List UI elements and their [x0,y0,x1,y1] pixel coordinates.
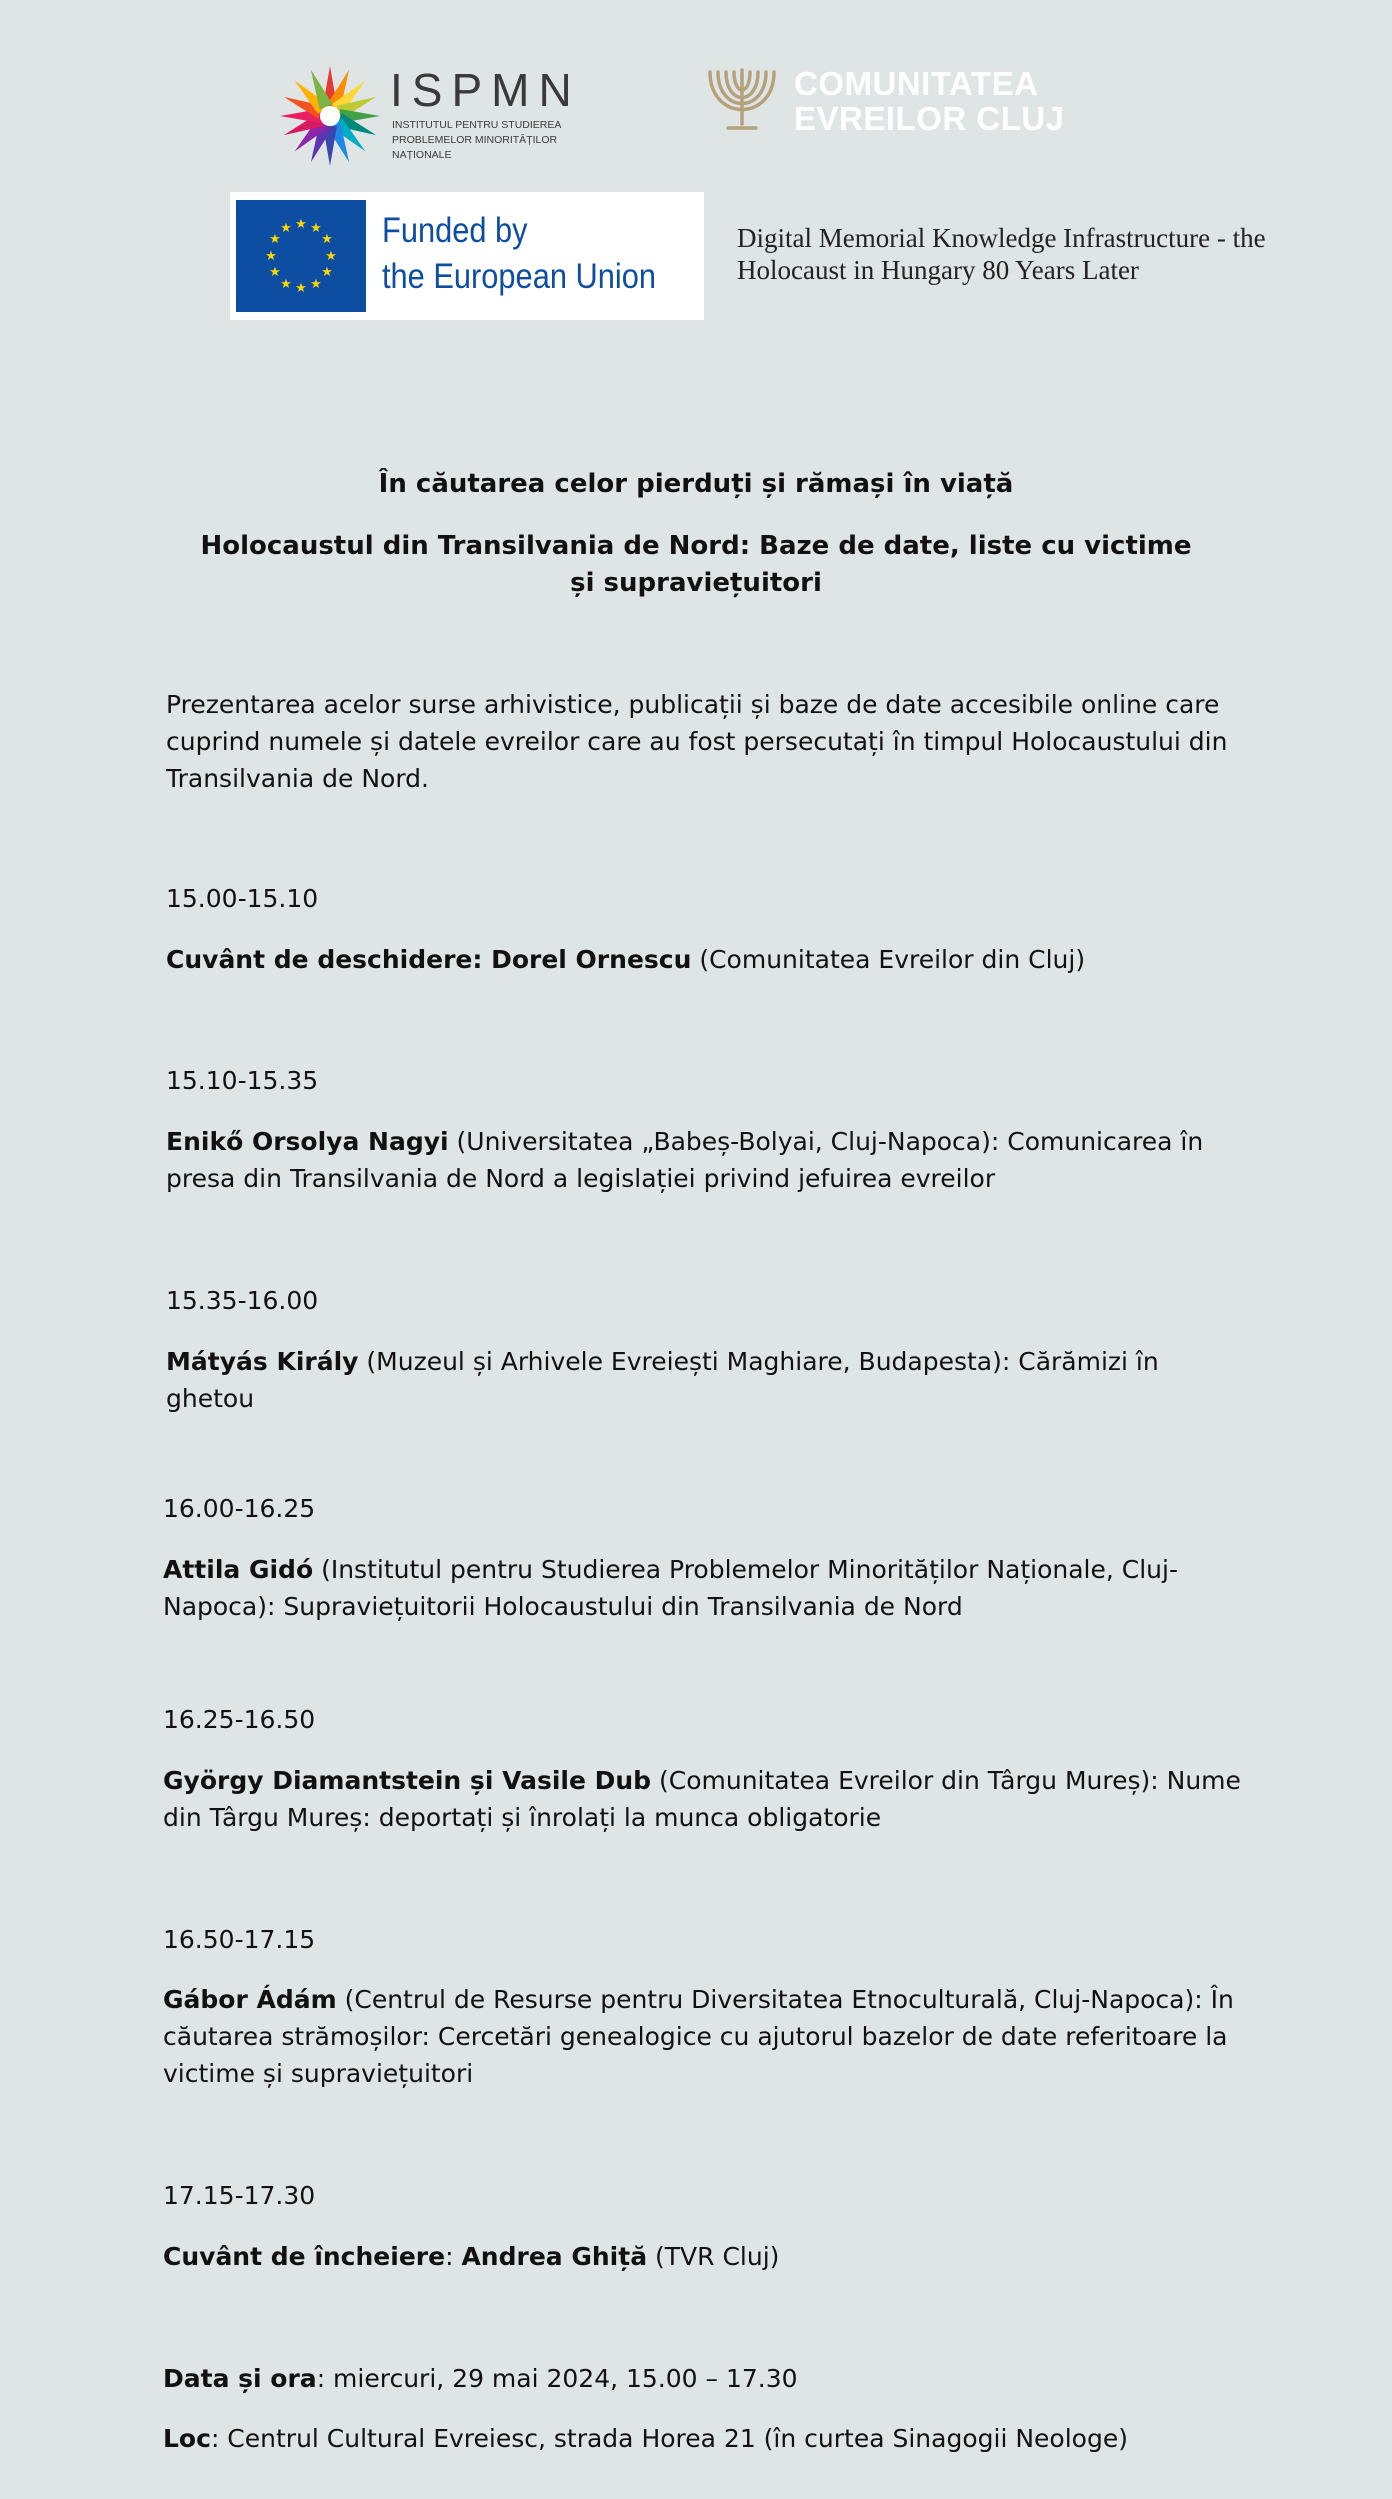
session-details: (Muzeul și Arhivele Evreiești Maghiare, Budapesta): Cărămizi în ghetou [166,1347,1159,1413]
svg-text:★: ★ [280,221,292,236]
cec-line1: COMUNITATEA [794,65,1039,102]
svg-text:★: ★ [310,277,322,292]
svg-text:★: ★ [321,265,333,280]
session-speaker: Gábor Ádám [163,1985,337,2014]
session-time: 16.25-16.50 [163,1705,316,1734]
eu-funded-text [382,208,656,300]
session-separator: : [445,2242,462,2271]
eu-flag-icon [236,200,366,312]
svg-text:★: ★ [325,249,337,264]
session-speaker: Mátyás Király [166,1347,359,1376]
date-label: Data și ora [163,2364,317,2393]
svg-text:★: ★ [310,221,322,236]
project-line2: Holocaust in Hungary 80 Years Later [737,255,1139,285]
session-text [166,1123,1246,1197]
session-time: 16.50-17.15 [163,1925,316,1954]
intro-paragraph: Prezentarea acelor surse arhivistice, publicații și baze de date accesibile online care cuprind numele și datele evreilor care au fost persecutați în timpul Holocaustului din Transilvania de Nord. [166,690,1228,793]
ispmn-logo [278,62,581,172]
session-speaker: Enikő Orsolya Nagyi [166,1127,449,1156]
session-time: 15.35-16.00 [166,1286,319,1315]
session-details: (Comunitatea Evreilor din Târgu Mureș): Nume din Târgu Mureș: deportați și înrolați la munca obligatorie [163,1766,1241,1832]
session-details: (Institutul pentru Studierea Problemelor Minorităților Naționale, Cluj-Napoca): Supraviețuitorii Holocaustului din Transilvania de Nord [163,1555,1178,1621]
cec-line2: EVREILOR CLUJ [794,100,1065,137]
session-text [163,1762,1243,1836]
session-text [163,1981,1243,2092]
eu-line2: the European Union [382,257,656,296]
cec-logo [706,62,1086,142]
session-text [163,2238,1243,2275]
location-value: : Centrul Cultural Evreiesc, strada Horea 21 (în curtea Sinagogii Neologe) [210,2424,1128,2453]
svg-text:★: ★ [269,232,281,247]
session-details: (Centrul de Resurse pentru Diversitatea Etnoculturală, Cluj-Napoca): În căutarea strămoșilor: Cercetări genealogice cu ajutorul bazelor de date referitoare la victime și supraviețuitori [163,1985,1234,2088]
menorah-icon [706,66,778,136]
session-details: (TVR Cluj) [647,2242,780,2271]
session-speaker: Cuvânt de deschidere: Dorel Ornescu [166,945,692,974]
event-title: În căutarea celor pierduți și rămași în viață [378,469,1014,499]
date-value: : miercuri, 29 mai 2024, 15.00 – 17.30 [316,2364,798,2393]
svg-text:★: ★ [295,217,307,232]
event-location [163,2420,1243,2457]
project-title [737,222,1337,286]
session-speaker: Andrea Ghiță [461,2242,648,2271]
session-text [163,1551,1243,1625]
svg-text:★: ★ [321,232,333,247]
session-time: 17.15-17.30 [163,2181,316,2210]
session-text [166,1343,1246,1417]
eu-line1: Funded by [382,211,528,250]
svg-text:★: ★ [269,265,281,280]
cec-name [794,66,1065,136]
svg-text:★: ★ [295,281,307,296]
session-label: Cuvânt de încheiere [163,2242,446,2271]
session-details: (Universitatea „Babeș-Bolyai, Cluj-Napoca): Comunicarea în presa din Transilvania de Nord a legislației privind jefuirea evreilor [166,1127,1204,1193]
session-text [166,941,1246,978]
ispmn-subtitle: INSTITUTUL PENTRU STUDIEREA PROBLEMELOR MINORITĂȚILOR NAȚIONALE [392,119,561,161]
session-speaker: Attila Gidó [163,1555,314,1584]
session-speaker: György Diamantstein și Vasile Dub [163,1766,652,1795]
session-time: 15.00-15.10 [166,884,319,913]
eu-funded-logo [230,192,704,320]
session-time: 16.00-16.25 [163,1494,316,1523]
ispmn-star-icon [278,64,382,168]
svg-text:★: ★ [265,249,277,264]
ispmn-name: ISPMN [390,64,581,116]
project-line1: Digital Memorial Knowledge Infrastructure - the [737,223,1266,253]
event-subtitle: Holocaustul din Transilvania de Nord: Baze de date, liste cu victime și supraviețuitori [200,531,1192,598]
session-time: 15.10-15.35 [166,1066,319,1095]
svg-text:★: ★ [280,277,292,292]
session-details: (Comunitatea Evreilor din Cluj) [691,945,1086,974]
location-label: Loc [163,2424,211,2453]
event-date [163,2360,1243,2397]
